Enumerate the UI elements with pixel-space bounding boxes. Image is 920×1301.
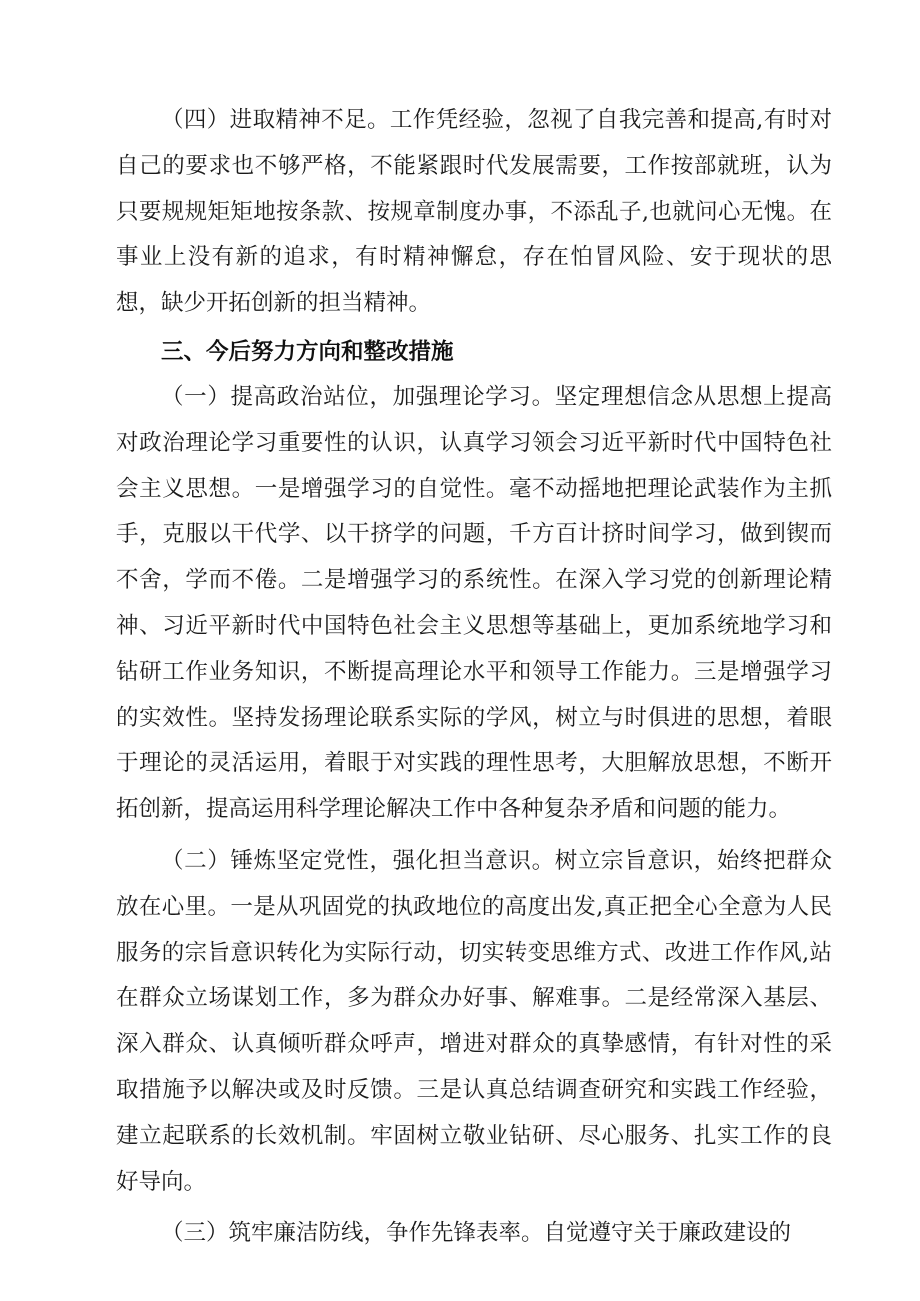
section-heading-rectification-measures: 三、今后努力方向和整改措施	[161, 338, 454, 365]
paragraph-integrity-defense-line: （三）筑牢廉洁防线，争作先锋表率。自觉遵守关于廉政建设的	[161, 1220, 792, 1247]
paragraph-party-spirit-responsibility: （二）锤炼坚定党性，强化担当意识。树立宗旨意识，始终把群众放在心里。一是从巩固党的执政地位的高度出发,真正把全心全意为人民服务的宗旨意识转化为实际行动，切实转变思维方式、改进工作作风,站在群众立场谋划工作，多为群众办好事、解难事。二是经常深入基层、深入群众、认真倾听群众呼声，增进对群众的真挚感情，有针对性的采取措施予以解决或及时反馈。三是认真总结调查研究和实践工作经验，建立起联系的长效机制。牢固树立敬业钻研、尽心服务、扎实工作的良好导向。	[116, 847, 832, 1195]
document-body	[116, 98, 832, 1257]
paragraph-political-stance-theory-study: （一）提高政治站位，加强理论学习。坚定理想信念从思想上提高对政治理论学习重要性的认识，认真学习领会习近平新时代中国特色社会主义思想。一是增强学习的自觉性。毫不动摇地把理论武装作为主抓手，克服以干代学、以干挤学的问题，千方百计挤时间学习，做到锲而不舍，学而不倦。二是增强学习的系统性。在深入学习党的创新理论精神、习近平新时代中国特色社会主义思想等基础上，更加系统地学习和钻研工作业务知识，不断提高理论水平和领导工作能力。三是增强学习的实效性。坚持发扬理论联系实际的学风，树立与时俱进的思想，着眼于理论的灵活运用，着眼于对实践的理性思考，大胆解放思想，不断开拓创新，提高运用科学理论解决工作中各种复杂矛盾和问题的能力。	[116, 383, 832, 823]
paragraph-insufficient-enterprising-spirit: （四）进取精神不足。工作凭经验，忽视了自我完善和提高,有时对自己的要求也不够严格，不能紧跟时代发展需要，工作按部就班，认为只要规规矩矩地按条款、按规章制度办事，不添乱子,也就问心无愧。在事业上没有新的追求，有时精神懈怠，存在怕冒风险、安于现状的思想，缺少开拓创新的担当精神。	[116, 107, 832, 317]
